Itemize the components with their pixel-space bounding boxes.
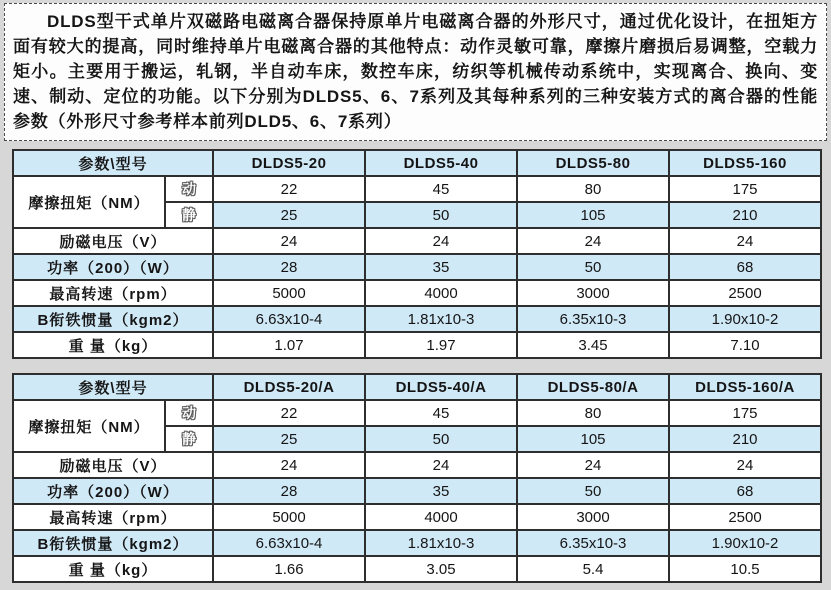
dynamic-torque-row: [13, 400, 821, 426]
param-label: 功率（200）（W）: [13, 254, 213, 280]
param-row-power: [13, 478, 821, 504]
value-cell: 24: [365, 452, 517, 478]
model-header-cell: DLDS5-20/A: [213, 374, 365, 400]
value-cell: 5.4: [517, 556, 669, 582]
param-row-speed: [13, 280, 821, 306]
param-label: 最高转速（rpm）: [13, 280, 213, 306]
value-cell: 210: [669, 426, 821, 452]
dynamic-tag: 动: [165, 176, 213, 202]
param-label: 励磁电压（V）: [13, 228, 213, 254]
value-cell: 1.07: [213, 332, 365, 358]
param-label: 功率（200）（W）: [13, 478, 213, 504]
value-cell: 2500: [669, 504, 821, 530]
spec-table-dlds5: [12, 149, 822, 359]
value-cell: 10.5: [669, 556, 821, 582]
value-cell: 1.90x10-2: [669, 530, 821, 556]
value-cell: 1.90x10-2: [669, 306, 821, 332]
value-cell: 24: [213, 452, 365, 478]
value-cell: 24: [669, 228, 821, 254]
param-row-weight: [13, 556, 821, 582]
value-cell: 50: [517, 254, 669, 280]
value-cell: 4000: [365, 504, 517, 530]
value-cell: 5000: [213, 280, 365, 306]
value-cell: 50: [365, 202, 517, 228]
friction-torque-label: 摩擦扭矩（NM）: [13, 176, 165, 228]
value-cell: 6.63x10-4: [213, 306, 365, 332]
value-cell: 6.35x10-3: [517, 530, 669, 556]
value-cell: 28: [213, 478, 365, 504]
intro-panel: [4, 3, 827, 141]
spec-table-dlds5-a: [12, 373, 822, 583]
value-cell: 35: [365, 478, 517, 504]
value-cell: 80: [517, 400, 669, 426]
value-cell: 50: [517, 478, 669, 504]
value-cell: 35: [365, 254, 517, 280]
value-cell: 80: [517, 176, 669, 202]
value-cell: 105: [517, 202, 669, 228]
param-label: 重 量（kg）: [13, 556, 213, 582]
param-row-voltage: [13, 452, 821, 478]
value-cell: 5000: [213, 504, 365, 530]
param-label: B衔铁惯量（kgm2）: [13, 530, 213, 556]
value-cell: 6.35x10-3: [517, 306, 669, 332]
static-tag: 静: [165, 426, 213, 452]
corner-header-cell: 参数\型号: [13, 374, 213, 400]
value-cell: 3000: [517, 504, 669, 530]
value-cell: 24: [213, 228, 365, 254]
param-label: B衔铁惯量（kgm2）: [13, 306, 213, 332]
value-cell: 3.05: [365, 556, 517, 582]
header-row: [13, 150, 821, 176]
value-cell: 3.45: [517, 332, 669, 358]
value-cell: 28: [213, 254, 365, 280]
param-row-voltage: [13, 228, 821, 254]
param-label: 励磁电压（V）: [13, 452, 213, 478]
value-cell: 105: [517, 426, 669, 452]
param-row-speed: [13, 504, 821, 530]
model-header-cell: DLDS5-40: [365, 150, 517, 176]
dynamic-torque-row: [13, 176, 821, 202]
value-cell: 3000: [517, 280, 669, 306]
value-cell: 2500: [669, 280, 821, 306]
static-tag: 静: [165, 202, 213, 228]
model-header-cell: DLDS5-160/A: [669, 374, 821, 400]
value-cell: 6.63x10-4: [213, 530, 365, 556]
value-cell: 22: [213, 176, 365, 202]
value-cell: 50: [365, 426, 517, 452]
value-cell: 68: [669, 254, 821, 280]
param-label: 重 量（kg）: [13, 332, 213, 358]
value-cell: 45: [365, 176, 517, 202]
model-header-cell: DLDS5-40/A: [365, 374, 517, 400]
value-cell: 24: [365, 228, 517, 254]
value-cell: 210: [669, 202, 821, 228]
intro-text: DLDS型干式单片双磁路电磁离合器保持原单片电磁离合器的外形尺寸，通过优化设计，在扭矩方面有较大的提高，同时维持单片电磁离合器的其他特点：动作灵敏可靠，摩擦片磨损后易调整，空载力矩小。主要用于搬运，轧钢，半自动车床，数控车床，纺织等机械传动系统中，实现离合、换向、变速、制动、定位的功能。以下分别为DLDS5、6、7系列及其每种系列的三种安装方式的离合器的性能参数（外形尺寸参考样本前列DLD5、6、7系列）: [13, 12, 818, 131]
value-cell: 24: [517, 228, 669, 254]
friction-torque-label: 摩擦扭矩（NM）: [13, 400, 165, 452]
value-cell: 25: [213, 426, 365, 452]
model-header-cell: DLDS5-80/A: [517, 374, 669, 400]
value-cell: 1.66: [213, 556, 365, 582]
value-cell: 24: [669, 452, 821, 478]
param-label: 最高转速（rpm）: [13, 504, 213, 530]
param-row-inertia: [13, 530, 821, 556]
value-cell: 68: [669, 478, 821, 504]
value-cell: 1.97: [365, 332, 517, 358]
value-cell: 1.81x10-3: [365, 530, 517, 556]
value-cell: 24: [517, 452, 669, 478]
value-cell: 7.10: [669, 332, 821, 358]
param-row-inertia: [13, 306, 821, 332]
value-cell: 175: [669, 400, 821, 426]
model-header-cell: DLDS5-20: [213, 150, 365, 176]
value-cell: 1.81x10-3: [365, 306, 517, 332]
param-row-power: [13, 254, 821, 280]
value-cell: 45: [365, 400, 517, 426]
value-cell: 22: [213, 400, 365, 426]
param-row-weight: [13, 332, 821, 358]
corner-header-cell: 参数\型号: [13, 150, 213, 176]
value-cell: 25: [213, 202, 365, 228]
header-row: [13, 374, 821, 400]
model-header-cell: DLDS5-160: [669, 150, 821, 176]
value-cell: 4000: [365, 280, 517, 306]
value-cell: 175: [669, 176, 821, 202]
model-header-cell: DLDS5-80: [517, 150, 669, 176]
dynamic-tag: 动: [165, 400, 213, 426]
